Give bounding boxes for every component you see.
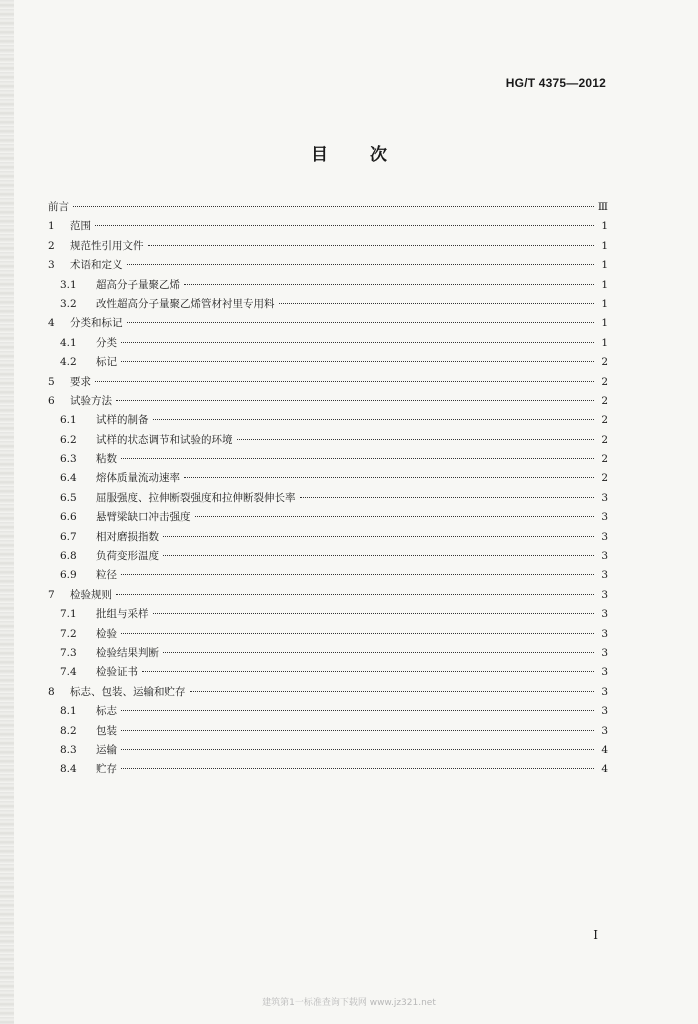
toc-entry[interactable] <box>48 450 608 469</box>
toc-entry-page: 4 <box>601 763 608 776</box>
toc-title-part2: 次 <box>370 145 387 165</box>
toc-dot-leader <box>95 225 594 226</box>
toc-entry[interactable] <box>48 722 608 741</box>
toc-entry-number: 7.1 <box>60 608 77 621</box>
toc-dot-leader <box>121 633 594 634</box>
toc-entry-number: 6.9 <box>60 569 77 582</box>
toc-entry-number: 8.4 <box>60 763 77 776</box>
toc-entry-page: 3 <box>601 705 608 718</box>
toc-dot-leader <box>237 439 595 440</box>
toc-entry-page: 2 <box>601 375 608 388</box>
toc-entry-label: 分类和标记 <box>70 317 123 330</box>
toc-entry-label: 标志 <box>96 705 117 718</box>
toc-entry-number: 3.1 <box>60 278 77 291</box>
toc-dot-leader <box>195 516 595 517</box>
toc-entry-number: 6.5 <box>60 491 77 504</box>
toc-dot-leader <box>121 730 594 731</box>
toc-entry-page: Ⅲ <box>597 201 608 213</box>
toc-entry-label: 熔体质量流动速率 <box>96 472 180 485</box>
toc-entry-label: 术语和定义 <box>70 259 123 272</box>
toc-entry-page: 3 <box>601 646 608 659</box>
toc-dot-leader <box>121 361 594 362</box>
toc-title-part1: 目 <box>311 145 328 165</box>
toc-entry[interactable] <box>48 314 608 333</box>
toc-dot-leader <box>121 749 594 750</box>
toc-entry[interactable] <box>48 373 608 392</box>
toc-dot-leader <box>153 419 595 420</box>
toc-entry-label: 范围 <box>70 220 91 233</box>
toc-entry-page: 1 <box>601 336 608 349</box>
toc-entry-label: 标记 <box>96 356 117 369</box>
toc-entry-number: 8.3 <box>60 743 77 756</box>
toc-dot-leader <box>73 206 594 207</box>
toc-entry-label: 试验方法 <box>70 394 112 407</box>
toc-entry-page: 2 <box>601 414 608 427</box>
toc-entry-page: 2 <box>601 356 608 369</box>
toc-entry-number: 8 <box>48 685 55 698</box>
toc-entry-label: 贮存 <box>96 763 117 776</box>
toc-entry[interactable] <box>48 528 608 547</box>
watermark: 建筑第1一标准查询下载网 www.jz321.net <box>262 998 436 1008</box>
toc-entry-page: 3 <box>601 724 608 737</box>
toc-entry-number: 6 <box>48 394 55 407</box>
toc-entry[interactable] <box>48 334 608 353</box>
toc-entry[interactable] <box>48 566 608 585</box>
toc-entry[interactable] <box>48 625 608 644</box>
toc-entry[interactable] <box>48 760 608 779</box>
toc-entry[interactable] <box>48 392 608 411</box>
toc-dot-leader <box>163 555 594 556</box>
toc-dot-leader <box>163 652 594 653</box>
page-number: I <box>593 928 598 942</box>
toc-entry-page: 3 <box>601 491 608 504</box>
toc-entry-label: 粘数 <box>96 453 117 466</box>
toc-entry[interactable] <box>48 644 608 663</box>
toc-entry-page: 3 <box>601 569 608 582</box>
toc-entry-page: 2 <box>601 453 608 466</box>
toc-dot-leader <box>279 303 595 304</box>
toc-entry-number: 3 <box>48 259 55 272</box>
toc-entry-number: 6.2 <box>60 433 77 446</box>
toc-entry[interactable] <box>48 431 608 450</box>
toc-entry-page: 3 <box>601 608 608 621</box>
toc-entry-page: 2 <box>601 433 608 446</box>
toc-entry-number: 7 <box>48 588 55 601</box>
toc-entry-page: 4 <box>601 743 608 756</box>
toc-dot-leader <box>300 497 595 498</box>
toc-entry-number: 2 <box>48 239 55 252</box>
toc-dot-leader <box>163 536 594 537</box>
toc-entry-page: 2 <box>601 472 608 485</box>
toc-entry-number: 7.2 <box>60 627 77 640</box>
toc-dot-leader <box>127 322 595 323</box>
toc-entry[interactable] <box>48 702 608 721</box>
toc-dot-leader <box>184 477 594 478</box>
toc-entry-label: 试样的制备 <box>96 414 149 427</box>
toc-dot-leader <box>190 691 595 692</box>
toc-entry[interactable] <box>48 683 608 702</box>
toc-entry-number: 6.1 <box>60 414 77 427</box>
toc-entry-label: 批组与采样 <box>96 608 149 621</box>
toc-dot-leader <box>116 594 594 595</box>
toc-entry-number: 5 <box>48 375 55 388</box>
toc-entry-number: 8.2 <box>60 724 77 737</box>
toc-entry-label: 粒径 <box>96 569 117 582</box>
toc-entry[interactable] <box>48 353 608 372</box>
toc-entry-page: 1 <box>601 297 608 310</box>
toc-entry[interactable] <box>48 508 608 527</box>
toc-entry[interactable] <box>48 489 608 508</box>
toc-entry-page: 3 <box>601 550 608 563</box>
toc-entry-number: 3.2 <box>60 297 77 310</box>
toc-entry[interactable] <box>48 237 608 256</box>
toc-entry[interactable] <box>48 741 608 760</box>
toc-entry[interactable] <box>48 276 608 295</box>
toc-entry-number: 6.3 <box>60 453 77 466</box>
toc-entry[interactable] <box>48 586 608 605</box>
toc-entry[interactable] <box>48 198 608 217</box>
toc-entry-page: 3 <box>601 588 608 601</box>
toc-entry-page: 1 <box>601 239 608 252</box>
document-code: HG/T 4375—2012 <box>505 76 606 90</box>
toc-entry-page: 2 <box>601 394 608 407</box>
toc-entry-label: 分类 <box>96 336 117 349</box>
toc-entry-label: 前言 <box>48 201 69 213</box>
toc-dot-leader <box>121 458 594 459</box>
toc-dot-leader <box>121 710 594 711</box>
toc-entry-label: 改性超高分子量聚乙烯管材衬里专用料 <box>96 297 275 310</box>
toc-entry[interactable] <box>48 547 608 566</box>
toc-entry-number: 6.8 <box>60 550 77 563</box>
toc-dot-leader <box>116 400 594 401</box>
toc-dot-leader <box>127 264 595 265</box>
toc-dot-leader <box>95 381 594 382</box>
toc-entry-label: 包装 <box>96 724 117 737</box>
toc-dot-leader <box>184 284 594 285</box>
toc-entry-label: 检验结果判断 <box>96 646 159 659</box>
toc-entry-number: 8.1 <box>60 705 77 718</box>
toc-dot-leader <box>142 671 594 672</box>
toc-entry-number: 4.1 <box>60 336 77 349</box>
toc-entry[interactable] <box>48 469 608 488</box>
toc-entry-page: 3 <box>601 666 608 679</box>
toc-entry[interactable] <box>48 605 608 624</box>
toc-entry-label: 要求 <box>70 375 91 388</box>
toc-entry-page: 1 <box>601 259 608 272</box>
toc-entry-page: 1 <box>601 220 608 233</box>
toc-entry-label: 悬臂梁缺口冲击强度 <box>96 511 191 524</box>
toc-entry-page: 3 <box>601 627 608 640</box>
toc-dot-leader <box>121 342 594 343</box>
toc-entry-page: 1 <box>601 317 608 330</box>
toc-entry[interactable] <box>48 663 608 682</box>
toc-entry-number: 7.3 <box>60 646 77 659</box>
toc-entry-label: 运输 <box>96 743 117 756</box>
toc-dot-leader <box>121 768 594 769</box>
toc-title <box>0 140 698 165</box>
toc-entry-label: 规范性引用文件 <box>70 239 144 252</box>
toc-entry-label: 标志、包装、运输和贮存 <box>70 685 186 698</box>
toc-entry-label: 超高分子量聚乙烯 <box>96 278 180 291</box>
toc-entry-number: 4.2 <box>60 356 77 369</box>
toc-entry-label: 检验证书 <box>96 666 138 679</box>
toc-entry[interactable] <box>48 295 608 314</box>
toc-dot-leader <box>153 613 595 614</box>
toc-entry-page: 3 <box>601 530 608 543</box>
toc-entry-label: 试样的状态调节和试验的环境 <box>96 433 233 446</box>
toc-dot-leader <box>148 245 595 246</box>
toc-entry-page: 3 <box>601 685 608 698</box>
toc-entry-number: 6.4 <box>60 472 77 485</box>
toc-entry-label: 检验 <box>96 627 117 640</box>
toc-entry-number: 7.4 <box>60 666 77 679</box>
toc-entry[interactable] <box>48 256 608 275</box>
toc-entry-number: 1 <box>48 220 55 233</box>
toc-entry-number: 6.6 <box>60 511 77 524</box>
toc-entry-label: 相对磨损指数 <box>96 530 159 543</box>
toc-entry-label: 检验规则 <box>70 588 112 601</box>
toc-entry-label: 屈服强度、拉伸断裂强度和拉伸断裂伸长率 <box>96 491 296 504</box>
toc-entry-number: 4 <box>48 317 55 330</box>
toc-entry-page: 3 <box>601 511 608 524</box>
toc-dot-leader <box>121 574 594 575</box>
toc-entry[interactable] <box>48 217 608 236</box>
toc-entry-page: 1 <box>601 278 608 291</box>
toc-entry-number: 6.7 <box>60 530 77 543</box>
toc-entry-label: 负荷变形温度 <box>96 550 159 563</box>
table-of-contents <box>48 198 608 780</box>
toc-entry[interactable] <box>48 411 608 430</box>
